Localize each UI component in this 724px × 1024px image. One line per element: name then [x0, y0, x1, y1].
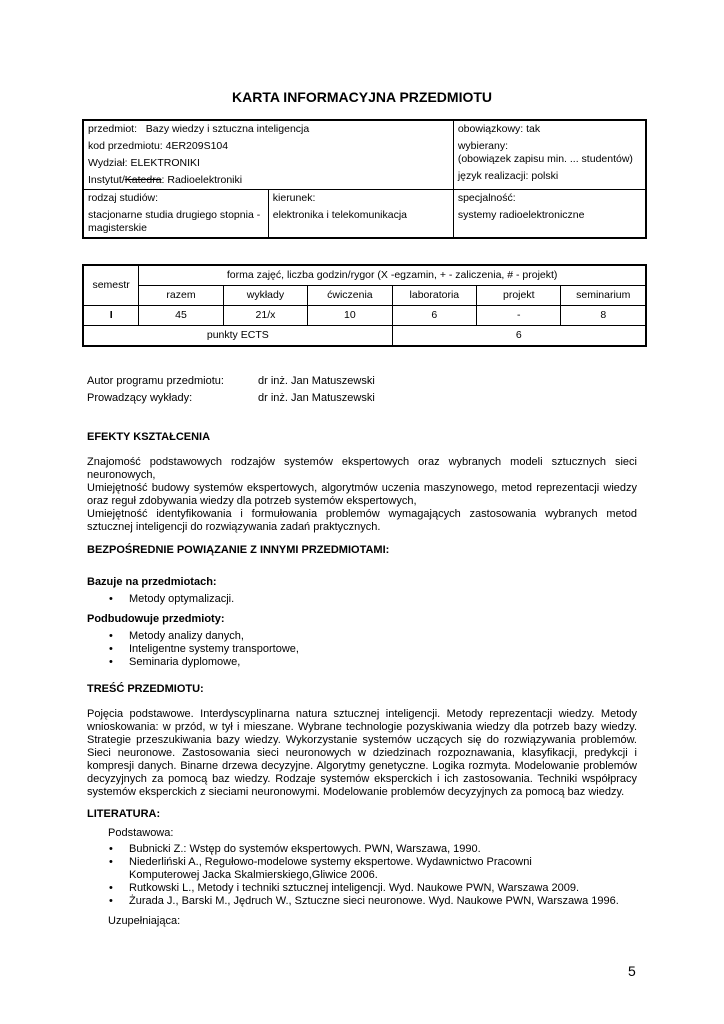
forma-header: forma zajęć, liczba godzin/rygor (X -egzamin, + - zaliczenia, # - projekt): [139, 265, 646, 286]
rodzaj-label: rodzaj studiów:: [88, 192, 159, 204]
bazuje-list: [87, 593, 637, 606]
podbudowuje-list: [87, 630, 637, 669]
specjalnosc-label: specjalność:: [457, 192, 516, 204]
instytut-prefix: Instytut/: [88, 174, 125, 186]
val-wyklady: 21/x: [223, 306, 307, 326]
val-laboratoria: 6: [392, 306, 476, 326]
kierunek-label: kierunek:: [272, 192, 316, 204]
powiazania-heading: BEZPOŚREDNIE POWIĄZANIE Z INNYMI PRZEDMIOTAMI:: [87, 544, 390, 556]
list-item: • Rutkowski L., Metody i techniki sztucznej inteligencji. Wyd. Naukowe PWN, Warszawa 2009.: [87, 882, 637, 895]
specjalnosc-value: systemy radioelektroniczne: [457, 209, 585, 221]
kierunek-cell: [268, 190, 453, 239]
instytut: [88, 174, 449, 187]
ects-label: punkty ECTS: [83, 326, 392, 347]
kierunek-value: elektronika i telekomunikacja: [272, 209, 407, 221]
rodzaj-value: stacjonarne studia drugiego stopnia - magisterskie: [88, 209, 261, 234]
val-projekt: -: [477, 306, 561, 326]
specjalnosc-cell: [453, 190, 646, 239]
course-info-table: [82, 119, 647, 239]
kod-przedmiotu: kod przedmiotu: 4ER209S104: [88, 140, 229, 152]
col-seminarium: seminarium: [561, 286, 646, 306]
ects-value: 6: [392, 326, 646, 347]
przedmiot-row: [88, 123, 449, 136]
col-laboratoria: laboratoria: [392, 286, 476, 306]
col-projekt: projekt: [477, 286, 561, 306]
col-wyklady: wykłady: [223, 286, 307, 306]
semestr-header: semestr: [83, 265, 139, 306]
page-title: KARTA INFORMACYJNA PRZEDMIOTU: [231, 89, 493, 105]
przedmiot-label: przedmiot:: [88, 123, 138, 135]
uzupelniajaca-label: Uzupełniająca:: [108, 915, 181, 927]
wybierany: wybierany:: [457, 140, 509, 152]
course-info-cell: [83, 120, 453, 190]
list-item: • Żurada J., Barski M., Jędruch W., Sztuczne sieci neuronowe. Wyd. Naukowe PWN, Warszawa 1996.: [87, 895, 637, 908]
list-item: • Metody analizy danych,: [87, 630, 637, 643]
val-razem: 45: [139, 306, 223, 326]
przedmiot-value: Bazy wiedzy i sztuczna inteligencja: [145, 123, 310, 135]
val-seminarium: 8: [561, 306, 646, 326]
efekty-line: Umiejętność budowy systemów ekspertowych, algorytmów uczenia maszynowego, metod reprezentacji wiedzy oraz reguł zdobywania wiedzy dla potrzeb systemów ekspertowych,: [87, 482, 637, 507]
list-item: • Niederliński A., Regułowo-modelowe systemy ekspertowe. Wydawnictwo Pracowni Komputerowej Jacka Skalmierskiego,Gliwice 2006.: [87, 856, 637, 882]
col-cwiczenia: ćwiczenia: [308, 286, 392, 306]
podstawowa-label: Podstawowa:: [108, 827, 174, 839]
prowadzacy-label: Prowadzący wykłady:: [87, 392, 193, 404]
prowadzacy-value: dr inż. Jan Matuszewski: [258, 392, 375, 404]
rodzaj-cell: [83, 190, 268, 239]
efekty-line: Umiejętność identyfikowania i formułowania problemów wymagających zastosowania wybranych metod sztucznej inteligencji do rozwiązywania zadań praktycznych.: [87, 508, 637, 533]
autor-label: Autor programu przedmiotu:: [87, 375, 224, 387]
podstawowa-list: [87, 843, 637, 908]
autor-value: dr inż. Jan Matuszewski: [258, 375, 375, 387]
efekty-text: [87, 456, 637, 534]
efekty-line: Znajomość podstawowych rodzajów systemów ekspertowych oraz wybranych modeli sztucznych sieci neuronowych,: [87, 456, 637, 481]
list-item: • Inteligentne systemy transportowe,: [87, 643, 637, 656]
podbudowuje-heading: Podbudowuje przedmioty:: [87, 613, 225, 625]
list-item: • Seminaria dyplomowe,: [87, 656, 637, 669]
efekty-heading: EFEKTY KSZTAŁCENIA: [87, 431, 211, 443]
hours-table: [82, 264, 647, 347]
wybierany-note: (obowiązek zapisu min. ... studentów): [457, 153, 633, 165]
tresc-heading: TREŚĆ PRZEDMIOTU:: [87, 683, 204, 695]
page-number: 5: [628, 963, 636, 979]
val-cwiczenia: 10: [308, 306, 392, 326]
obowiazkowy: obowiązkowy: tak: [457, 123, 541, 135]
wydzial: Wydział: ELEKTRONIKI: [88, 157, 200, 169]
bazuje-heading: Bazuje na przedmiotach:: [87, 576, 217, 588]
literatura-heading: LITERATURA:: [87, 808, 161, 820]
col-razem: razem: [139, 286, 223, 306]
list-item: • Metody optymalizacji.: [87, 593, 637, 606]
obligatory-cell: [453, 120, 646, 190]
semestr-value: I: [83, 306, 139, 326]
list-item: • Bubnicki Z.: Wstęp do systemów ekspertowych. PWN, Warszawa, 1990.: [87, 843, 637, 856]
instytut-strike: Katedra: [124, 174, 162, 186]
instytut-suffix: : Radioelektroniki: [161, 174, 243, 186]
jezyk: język realizacji: polski: [457, 170, 559, 182]
tresc-text: Pojęcia podstawowe. Interdyscyplinarna natura sztucznej inteligencji. Metody reprezentacji wiedzy. Metody wnioskowania: w przód, w tył i mieszane. Wybrane technologie pozyskiwania wiedzy dla potrzeb bazy wiedzy. Strategie przeszukiwania bazy wiedzy. Wykorzystanie systemów uczących się do rozwiązywania problemów. Sieci neuronowe. Zastosowania sieci neuronowych w dziedzinach rozpoznawania, klasyfikacji, predykcji i kompresji danych. Binarne drzewa decyzyjne. Algorytmy genetyczne. Logika rozmyta. Modelowanie problemów decyzyjnych za pomocą baz wiedzy. Rodzaje systemów eksperckich i ich zastosowania. Techniki współpracy systemów eksperckich z sieciami neuronowymi. Modelowanie problemów decyzyjnych za pomocą baz wiedzy.: [87, 708, 637, 798]
